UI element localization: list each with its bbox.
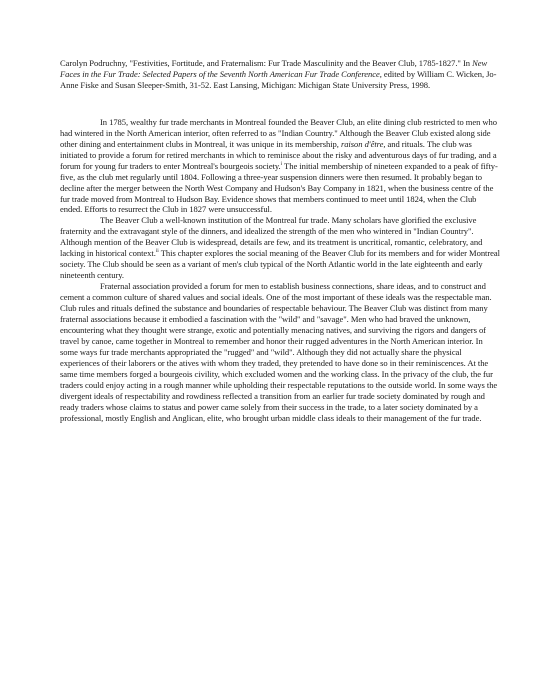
footnote-marker-i: i (280, 160, 283, 167)
paragraph-2-text-a: The Beaver Club a well-known institution of the Montreal fur trade. Many scholars have glorified the exclusive fraternity and the extravagant style of the dinners, and idealized the strength of the men who wintered in "Indian Country". Although mention of the Beaver Club is widespread, details are few, and its treatment is uncritical, romantic, celebratory, and lacking in historical context. (60, 215, 483, 259)
citation-book-title: New Faces in the Fur Trade: Selected Papers of the Seventh North American Fur Trade Conference (60, 58, 488, 79)
paragraph-1-text-a: In 1785, wealthy fur trade merchants in Montreal founded the Beaver Club, an elite dining club restricted to men who had wintered in the North American interior, often referred to as "Indian Country." Although the Beaver Club existed along side other dining and entertainment clubs in Montreal, it was unique in its membership, (60, 116, 497, 149)
paragraph-1-italic: raison d'être (340, 138, 384, 149)
document-page (60, 58, 500, 424)
paragraph-2-text-b: This chapter explores the social meaning of the Beaver Club for its members and for wider Montreal society. The Club should be seen as a variant of men's club typical of the North Atlantic world in the late eighteenth and early nineteenth century. (60, 248, 500, 281)
citation-text: Carolyn Podruchny, "Festivities, Fortitude, and Fraternalism: Fur Trade Masculinity and the Beaver Club, 1785-1827." In (60, 58, 473, 68)
paragraph-3: Fraternal association provided a forum for men to establish business connections, share ideas, and to construct and cement a common culture of shared values and social ideals. One of the most important of these ideals was the respectable man. Club rules and rituals defined the substance and boundaries of respectable behaviour. The Beaver Club was distinct from many fraternal associations because it embodied a fascination with the "wild" and "savage". Men who had braved the unknown, encountering what they thought were strange, exotic and potentially menacing natives, and surviving the rigors and dangers of travel by canoe, came together in Montreal to remember and honor their rugged adventures in the North American interior. In some ways fur trade merchants appropriated the "rugged" and "wild". Although they did not actually share the physical experiences of their laborers or the atives with whom they traded, they pretended to have done so in their reminiscences. At the same time members forged a bourgeois civility, which excluded women and the working class. In the privacy of the club, the fur traders could enjoy acting in a rough manner while upholding their respectable reputations to the outside world. In some ways the divergent ideals of respectability and rowdiness reflected a transition from an earlier fur trade society dominated by rough and ready traders whose claims to status and power came solely from their success in the trade, to a later society dominated by a professional, mostly English and Anglican, elite, who brought urban middle class ideals to their management of the fur trade. (60, 281, 498, 423)
citation-text-tail: , edited by William C. Wicken, Jo-Anne Fiske and Susan Sleeper-Smith, 31-52. East Lansing, Michigan: Michigan State University Press, 1998. (60, 68, 497, 90)
paragraph-1-text-c: The initial membership of nineteen expanded to a peak of fifty-five, as the club met regularly until 1804. Following a three-year suspension dinners were then resumed. It probably began to decline after the merger between the North West Company and Hudson's Bay Company in 1821, when the business centre of the fur trade moved from Montreal to Hudson Bay. Evidence shows that members continued to meet until 1824, when the Club ended. Efforts to resurrect the Club in 1827 were unsuccessful. (60, 160, 498, 215)
paragraph-2 (60, 215, 500, 281)
bibliographic-citation (60, 58, 500, 91)
footnote-marker-ii: ii (155, 248, 159, 255)
paragraph-1 (60, 117, 500, 216)
paragraph-1-text-b: , and rituals. The club was initiated to provide a forum for retired merchants in which to reminisce about the risky and adventurous days of fur trading, and a forum for young fur traders to enter Montreal's bourgeois society. (60, 138, 497, 171)
